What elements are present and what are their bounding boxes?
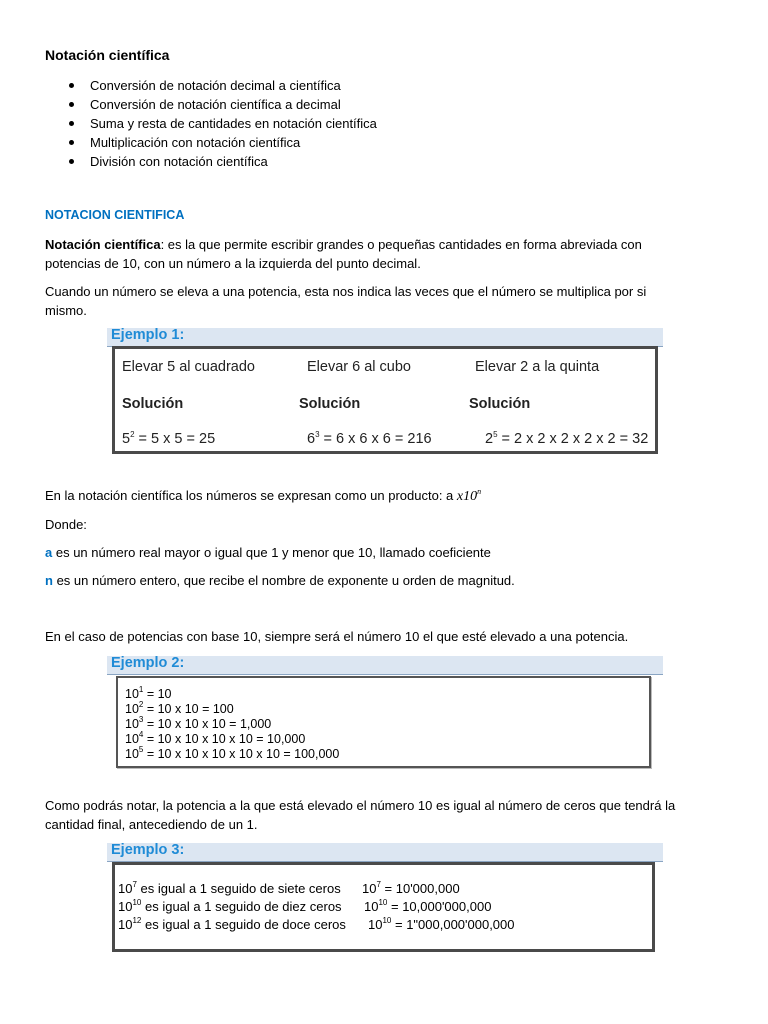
zeros-paragraph: Como podrás notar, la potencia a la que está elevado el número 10 es igual al número de ceros que tendrá la cantidad final, antecediendo de un 1. xyxy=(45,798,676,832)
example1-task-1: Elevar 5 al cuadrado xyxy=(122,359,255,375)
section-heading: NOTACION CIENTIFICA xyxy=(45,208,185,222)
example3-line: $10^{10}$ es igual a 1 seguido de diez ceros xyxy=(118,898,342,914)
example2-line: $10^5 = 10$ x 10 x 10 x 10 x 10 = 100,000 xyxy=(125,745,340,761)
math-expression: x10$^n$ xyxy=(456,487,482,504)
power-text: Cuando un número se eleva a una potencia, esta nos indica las veces que el número se multiplica por si xyxy=(45,284,647,299)
example1-header xyxy=(107,328,663,347)
a-definition: a es un número real mayor o igual que 1 y menor que 10, llamado coeficiente xyxy=(45,545,491,560)
example1-result-1: $5^2 = 5$ x 5 = 25 xyxy=(122,430,216,447)
example3-line: $10^{12}$ es igual a 1 seguido de doce ceros xyxy=(118,916,346,932)
example3-line: $10^7$ es igual a 1 seguido de siete ceros xyxy=(118,880,341,896)
list-item: Conversión de notación decimal a científica xyxy=(67,76,377,95)
example3-result: $10^7 = 10'000,000$ xyxy=(362,880,460,896)
example1-label: Ejemplo 1: xyxy=(111,327,185,343)
example2-line: $10^3 = 10$ x 10 x 10 = 1,000 xyxy=(125,715,272,731)
definition-text: : es la que permite escribir grandes o pequeñas cantidades en forma abreviada con xyxy=(160,237,642,252)
a-letter: a xyxy=(45,545,53,560)
example3-header xyxy=(107,843,663,862)
power-paragraph xyxy=(45,282,725,320)
example2-line: $10^2 = 10$ x 10 = 100 xyxy=(125,700,234,716)
definition-term: Notación científica xyxy=(45,237,161,252)
example1-box xyxy=(112,346,658,454)
example2-box xyxy=(116,676,651,768)
power-text-cont: mismo. xyxy=(45,303,87,318)
example1-result-3: $2^5 = 2$ x 2 x 2 x 2 x 2 = 32 xyxy=(485,430,649,447)
example2-line: $10^1 = 10$ xyxy=(125,685,172,701)
list-item: Multiplicación con notación científica xyxy=(67,133,377,152)
list-item: Conversión de notación científica a decimal xyxy=(67,95,377,114)
base10-paragraph: En el caso de potencias con base 10, siempre será el número 10 el que esté elevado a una potencia. xyxy=(45,629,629,644)
product-paragraph: En la notación científica los números se expresan como un producto: a x10$^n$ xyxy=(45,487,482,504)
example3-label: Ejemplo 3: xyxy=(111,842,185,858)
example1-task-3: Elevar 2 a la quinta xyxy=(475,359,600,375)
definition-paragraph xyxy=(45,235,725,273)
example1-solution-1: Solución xyxy=(122,396,184,412)
example2-label: Ejemplo 2: xyxy=(111,655,185,671)
example3-result: $10^{10} = 10,000'000,000$ xyxy=(364,898,492,914)
example3-box xyxy=(112,862,655,952)
example1-task-2: Elevar 6 al cubo xyxy=(307,359,411,375)
example1-result-2: $6^3 = 6$ x 6 x 6 = 216 xyxy=(307,430,432,447)
example2-header xyxy=(107,656,663,675)
n-definition: n es un número entero, que recibe el nombre de exponente u orden de magnitud. xyxy=(45,573,515,588)
definition-text-cont: potencias de 10, con un número a la izquierda del punto decimal. xyxy=(45,256,421,271)
list-item: Suma y resta de cantidades en notación científica xyxy=(67,114,377,133)
n-letter: n xyxy=(45,573,53,588)
example2-line: $10^4 = 10$ x 10 x 10 x 10 = 10,000 xyxy=(125,730,306,746)
example3-result: $10^{10}$ = 1"000,000'000,000 xyxy=(368,916,515,932)
topic-list xyxy=(67,76,377,171)
list-item: División con notación científica xyxy=(67,152,377,171)
example1-solution-2: Solución xyxy=(299,396,361,412)
where-label: Donde: xyxy=(45,517,87,532)
page-title: Notación científica xyxy=(45,47,170,63)
example1-solution-3: Solución xyxy=(469,396,531,412)
